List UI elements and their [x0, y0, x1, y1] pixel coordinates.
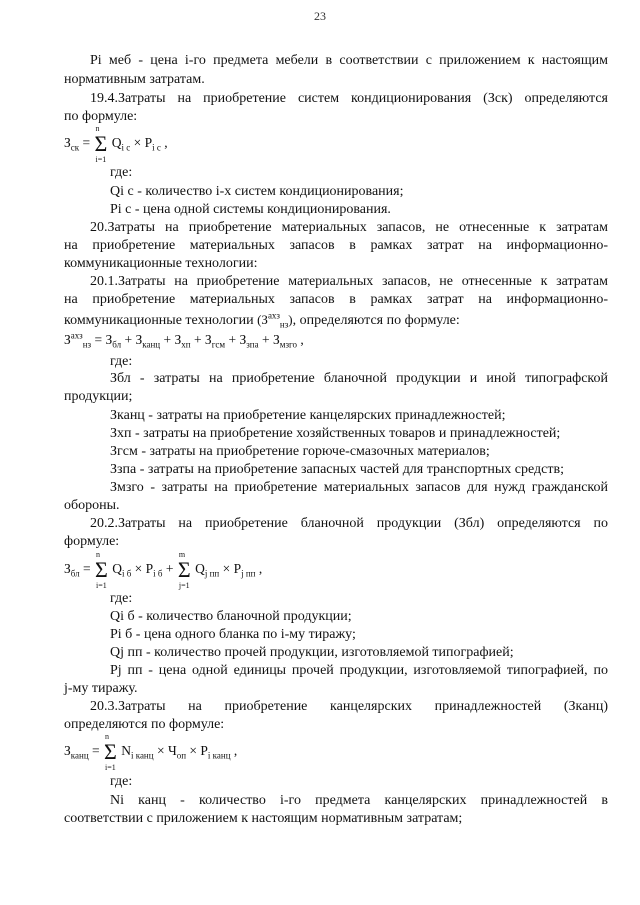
text-line: где:: [110, 774, 133, 789]
definition: Qi б - количество бланочной продукции;: [110, 609, 352, 624]
text-line: Рi меб - цена i-го предмета мебели в соответствии с приложением к настоящим: [90, 53, 608, 68]
definition: Збл - затраты на приобретение бланочной продукции и иной типографской: [110, 371, 608, 386]
text-line: j-му тиражу.: [64, 681, 138, 696]
definition: Зканц - затраты на приобретение канцелярских принадлежностей;: [110, 408, 506, 423]
definition: Qi с - количество i-х систем кондиционирования;: [110, 184, 404, 199]
text-line: коммуникационные технологии:: [64, 256, 258, 271]
text-line: обороны.: [64, 498, 120, 513]
paragraph-20-2: 20.2.Затраты на приобретение бланочной продукции (Збл) определяются по: [90, 516, 608, 531]
paragraph-20-1: 20.1.Затраты на приобретение материальных запасов, не отнесенные к затратам: [90, 274, 608, 289]
definition: Ni канц - количество i-го предмета канцелярских принадлежностей в: [110, 793, 608, 808]
text-line: определяются по формуле:: [64, 717, 225, 732]
paragraph-20: 20.Затраты на приобретение материальных запасов, не отнесенные к затратам: [90, 220, 608, 235]
formula-air-conditioning: $З_{ск} = \Sigma$ n i=1 $Q_{i с} \times P_{i с}$ ,: [64, 124, 168, 164]
text-line: на приобретение материальных запасов в рамках затрат на информационно-: [64, 292, 608, 307]
definition: Згсм - затраты на приобретение горюче-смазочных материалов;: [110, 444, 490, 459]
definition: Qj пп - количество прочей продукции, изготовляемой типографией;: [110, 645, 514, 660]
formula-material-stocks: $З^{ахз}_{нз} = З_{бл} + З_{канц} + З_{хп} + З_{гсм} + З_{зпа} + З_{мзго}$ ,: [64, 330, 304, 350]
definition: Рj пп - цена одной единицы прочей продукции, изготовляемой типографией, по: [110, 663, 608, 678]
text-line: соответствии с приложением к настоящим нормативным затратам;: [64, 811, 463, 826]
sum-symbol: Σ n i=1: [94, 124, 108, 164]
text-line: продукции;: [64, 389, 133, 404]
text-line: где:: [110, 354, 133, 369]
definition: Рi с - цена одной системы кондиционирования.: [110, 202, 391, 217]
formula-stationery: $З_{канц} = \Sigma$ n i=1 $N_{i канц} \times Ч_{оп} \times P_{i канц}$ ,: [64, 732, 238, 772]
text-line: на приобретение материальных запасов в рамках затрат на информационно-: [64, 238, 608, 253]
definition: Зхп - затраты на приобретение хозяйственных товаров и принадлежностей;: [110, 426, 561, 441]
text-line: нормативным затратам.: [64, 72, 205, 87]
text-line: где:: [110, 165, 133, 180]
text-line: формуле:: [64, 534, 120, 549]
text-line: где:: [110, 591, 133, 606]
paragraph-20-3: 20.3.Затраты на приобретение канцелярских принадлежностей (Зканц): [90, 699, 608, 714]
text-line: коммуникационные технологии $(З^{ахз}_{нз})$, определяются по формуле:: [64, 310, 460, 330]
text-line: по формуле:: [64, 109, 138, 124]
definition: Ззпа - затраты на приобретение запасных частей для транспортных средств;: [110, 462, 564, 477]
formula-blank-products: $З_{бл} = \Sigma$ n i=1 $Q_{i б} \times P_{i б} + \Sigma$ m j=1 $Q_{j пп} \times P_{j пп}$ ,: [64, 550, 263, 590]
definition: Змзго - затраты на приобретение материальных запасов для нужд гражданской: [110, 480, 608, 495]
sum-symbol: Σ n i=1: [104, 732, 117, 772]
sum-symbol: Σ n i=1: [95, 550, 108, 590]
page-number: 23: [314, 9, 326, 23]
sum-symbol: Σ m j=1: [177, 550, 191, 590]
definition: Рi б - цена одного бланка по i-му тиражу;: [110, 627, 356, 642]
paragraph-19-4: 19.4.Затраты на приобретение систем кондиционирования (Зск) определяются: [90, 91, 608, 106]
